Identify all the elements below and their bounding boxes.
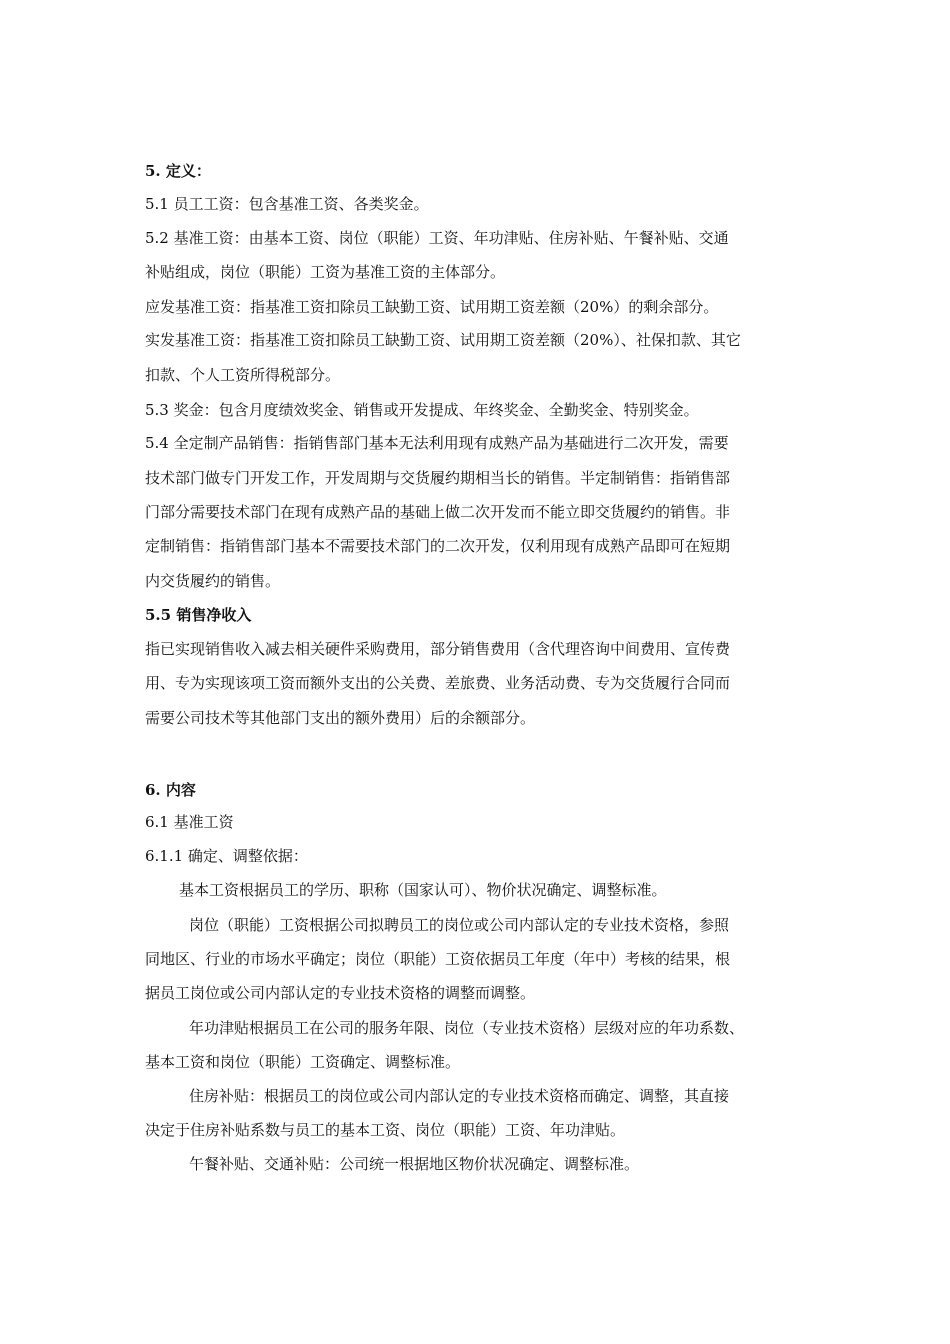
paragraph-line: 据员工岗位或公司内部认定的专业技术资格的调整而调整。: [145, 984, 536, 1002]
paragraph-line: 需要公司技术等其他部门支出的额外费用）后的余额部分。: [145, 709, 536, 727]
section-6-heading: 6. 内容: [145, 781, 196, 799]
paragraph-line: 5.3 奖金：包含月度绩效奖金、销售或开发提成、年终奖金、全勤奖金、特别奖金。: [145, 401, 699, 419]
paragraph-line: 技术部门做专门开发工作，开发周期与交货履约期相当长的销售。半定制销售：指销售部: [145, 469, 731, 487]
paragraph-line: 6.1 基准工资: [145, 813, 234, 831]
paragraph-line: 补贴组成，岗位（职能）工资为基准工资的主体部分。: [145, 263, 506, 281]
paragraph-line: 指已实现销售收入减去相关硬件采购费用，部分销售费用（含代理咨询中间费用、宣传费: [145, 640, 731, 658]
subsection-5-5-heading: 5.5 销售净收入: [145, 606, 252, 624]
paragraph-line: 5.2 基准工资：由基本工资、岗位（职能）工资、年功津贴、住房补贴、午餐补贴、交通: [145, 229, 729, 247]
paragraph-line: 年功津贴根据员工在公司的服务年限、岗位（专业技术资格）层级对应的年功系数、: [189, 1019, 745, 1037]
paragraph-line: 用、专为实现该项工资而额外支出的公关费、差旅费、业务活动费、专为交货履行合同而: [145, 674, 731, 692]
paragraph-line: 午餐补贴、交通补贴：公司统一根据地区物价状况确定、调整标准。: [189, 1155, 640, 1173]
section-5-heading: 5. 定义：: [145, 162, 211, 180]
paragraph-line: 定制销售：指销售部门基本不需要技术部门的二次开发，仅利用现有成熟产品即可在短期: [145, 537, 731, 555]
paragraph-line: 5.1 员工工资：包含基准工资、各类奖金。: [145, 195, 429, 213]
paragraph-line: 应发基准工资：指基准工资扣除员工缺勤工资、试用期工资差额（20%）的剩余部分。: [145, 298, 719, 316]
paragraph-line: 同地区、行业的市场水平确定；岗位（职能）工资依据员工年度（年中）考核的结果，根: [145, 950, 731, 968]
paragraph-line: 岗位（职能）工资根据公司拟聘员工的岗位或公司内部认定的专业技术资格，参照: [189, 916, 730, 934]
paragraph-line: 5.4 全定制产品销售：指销售部门基本无法利用现有成熟产品为基础进行二次开发，需要: [145, 434, 729, 452]
paragraph-line: 6.1.1 确定、调整依据：: [145, 847, 308, 865]
paragraph-line: 决定于住房补贴系数与员工的基本工资、岗位（职能）工资、年功津贴。: [145, 1121, 626, 1139]
paragraph-line: 基本工资和岗位（职能）工资确定、调整标准。: [145, 1053, 461, 1071]
paragraph-line: 内交货履约的销售。: [145, 572, 281, 590]
paragraph-line: 基本工资根据员工的学历、职称（国家认可）、物价状况确定、调整标准。: [179, 881, 667, 899]
paragraph-line: 住房补贴：根据员工的岗位或公司内部认定的专业技术资格而确定、调整，其直接: [189, 1087, 730, 1105]
paragraph-line: 实发基准工资：指基准工资扣除员工缺勤工资、试用期工资差额（20%）、社保扣款、其它: [145, 331, 741, 349]
paragraph-line: 扣款、个人工资所得税部分。: [145, 366, 341, 384]
paragraph-line: 门部分需要技术部门在现有成熟产品的基础上做二次开发而不能立即交货履约的销售。非: [145, 503, 731, 521]
